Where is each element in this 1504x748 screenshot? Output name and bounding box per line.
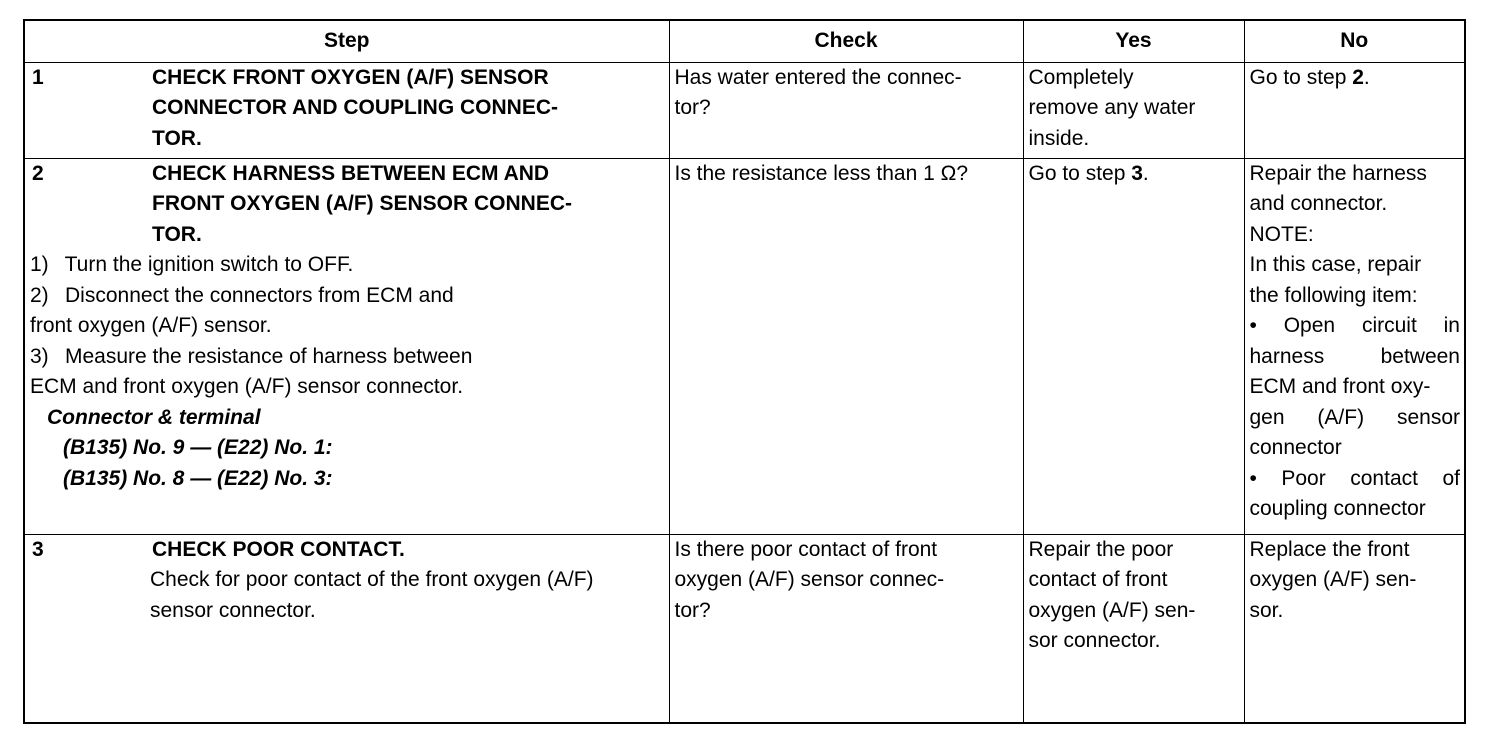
header-step: Step bbox=[24, 20, 669, 62]
yes-text-suffix: . bbox=[1142, 161, 1149, 185]
yes-cell bbox=[1023, 534, 1244, 723]
spec-line: (B135) No. 9 — (E22) No. 1: bbox=[63, 436, 333, 459]
no-text-suffix: . bbox=[1363, 65, 1370, 89]
step-reference[interactable]: 3 bbox=[1131, 161, 1143, 185]
no-text-prefix: Go to step bbox=[1249, 65, 1353, 89]
no-text: harness between bbox=[1249, 344, 1460, 368]
instruction-line: front oxygen (A/F) sensor. bbox=[30, 314, 272, 337]
instruction-line: ECM and front oxygen (A/F) sensor connector. bbox=[30, 375, 464, 398]
no-text: gen (A/F) sensor bbox=[1249, 405, 1460, 429]
yes-text: inside. bbox=[1028, 126, 1090, 150]
step-number: 3 bbox=[32, 537, 44, 561]
check-text: tor? bbox=[674, 96, 711, 119]
step-number: 1 bbox=[32, 65, 44, 89]
check-text: tor? bbox=[674, 598, 711, 622]
no-text: Repair the harness bbox=[1249, 161, 1427, 185]
instruction-line: 1) Turn the ignition switch to OFF. bbox=[30, 253, 354, 276]
yes-text bbox=[1029, 159, 1240, 190]
step-title: CHECK HARNESS BETWEEN ECM AND bbox=[152, 161, 550, 185]
header-no: No bbox=[1244, 20, 1465, 62]
step-number: 2 bbox=[32, 161, 44, 185]
note-label: NOTE: bbox=[1249, 222, 1314, 246]
check-cell bbox=[669, 158, 1023, 534]
step-title: CHECK POOR CONTACT. bbox=[152, 537, 405, 561]
yes-text: sor connector. bbox=[1028, 629, 1161, 652]
check-text: Is the resistance less than 1 Ω? bbox=[674, 161, 969, 185]
no-cell bbox=[1244, 62, 1465, 158]
step-cell bbox=[24, 158, 669, 534]
step-cell bbox=[24, 534, 669, 723]
yes-text-prefix: Go to step bbox=[1028, 161, 1132, 185]
yes-cell bbox=[1023, 62, 1244, 158]
no-text: • Poor contact of bbox=[1249, 466, 1460, 490]
instruction-line: 3) Measure the resistance of harness between bbox=[30, 344, 473, 368]
step-title: TOR. bbox=[152, 222, 202, 246]
no-text: • Open circuit in bbox=[1249, 314, 1460, 337]
table-row bbox=[24, 534, 1465, 723]
no-cell bbox=[1244, 534, 1465, 723]
table-row bbox=[24, 158, 1465, 534]
header-yes: Yes bbox=[1023, 20, 1244, 62]
no-text: and connector. bbox=[1249, 192, 1388, 215]
check-cell bbox=[669, 534, 1023, 723]
diagnostic-table bbox=[23, 19, 1466, 724]
step-reference[interactable]: 2 bbox=[1352, 65, 1364, 89]
no-text: the following item: bbox=[1249, 283, 1418, 307]
step-title: TOR. bbox=[152, 126, 202, 150]
no-text: oxygen (A/F) sen- bbox=[1249, 568, 1417, 591]
step-instructions bbox=[30, 250, 665, 494]
instruction-line: sensor connector. bbox=[150, 598, 316, 622]
yes-text: oxygen (A/F) sen- bbox=[1028, 598, 1196, 622]
no-text: coupling connector bbox=[1249, 497, 1426, 520]
no-text: Replace the front bbox=[1249, 537, 1410, 561]
yes-text: contact of front bbox=[1028, 568, 1168, 591]
yes-text: remove any water bbox=[1028, 96, 1196, 119]
step-instructions bbox=[30, 565, 665, 626]
header-check: Check bbox=[669, 20, 1023, 62]
no-text: sor. bbox=[1249, 598, 1284, 622]
step-title: CHECK FRONT OXYGEN (A/F) SENSOR bbox=[152, 65, 549, 89]
yes-cell bbox=[1023, 158, 1244, 534]
step-cell bbox=[24, 62, 669, 158]
step-title: FRONT OXYGEN (A/F) SENSOR CONNEC- bbox=[152, 192, 573, 215]
table-row bbox=[24, 62, 1465, 158]
spec-line: (B135) No. 8 — (E22) No. 3: bbox=[63, 466, 333, 490]
step-title: CONNECTOR AND COUPLING CONNEC- bbox=[152, 96, 559, 119]
yes-text: Completely bbox=[1028, 65, 1134, 89]
no-text: connector bbox=[1249, 436, 1342, 459]
check-text: Has water entered the connec- bbox=[674, 65, 962, 89]
yes-text: Repair the poor bbox=[1028, 537, 1174, 561]
spec-label: Connector & terminal bbox=[47, 405, 261, 429]
no-cell bbox=[1244, 158, 1465, 534]
no-text: ECM and front oxy- bbox=[1249, 375, 1431, 398]
check-text: oxygen (A/F) sensor connec- bbox=[674, 568, 945, 591]
check-text: Is there poor contact of front bbox=[674, 537, 938, 561]
instruction-line: 2) Disconnect the connectors from ECM and bbox=[30, 283, 454, 307]
check-cell bbox=[669, 62, 1023, 158]
instruction-line: Check for poor contact of the front oxygen (A/F) bbox=[150, 568, 594, 591]
no-text bbox=[1250, 63, 1461, 94]
no-text: In this case, repair bbox=[1249, 253, 1422, 276]
header-row bbox=[24, 20, 1465, 62]
